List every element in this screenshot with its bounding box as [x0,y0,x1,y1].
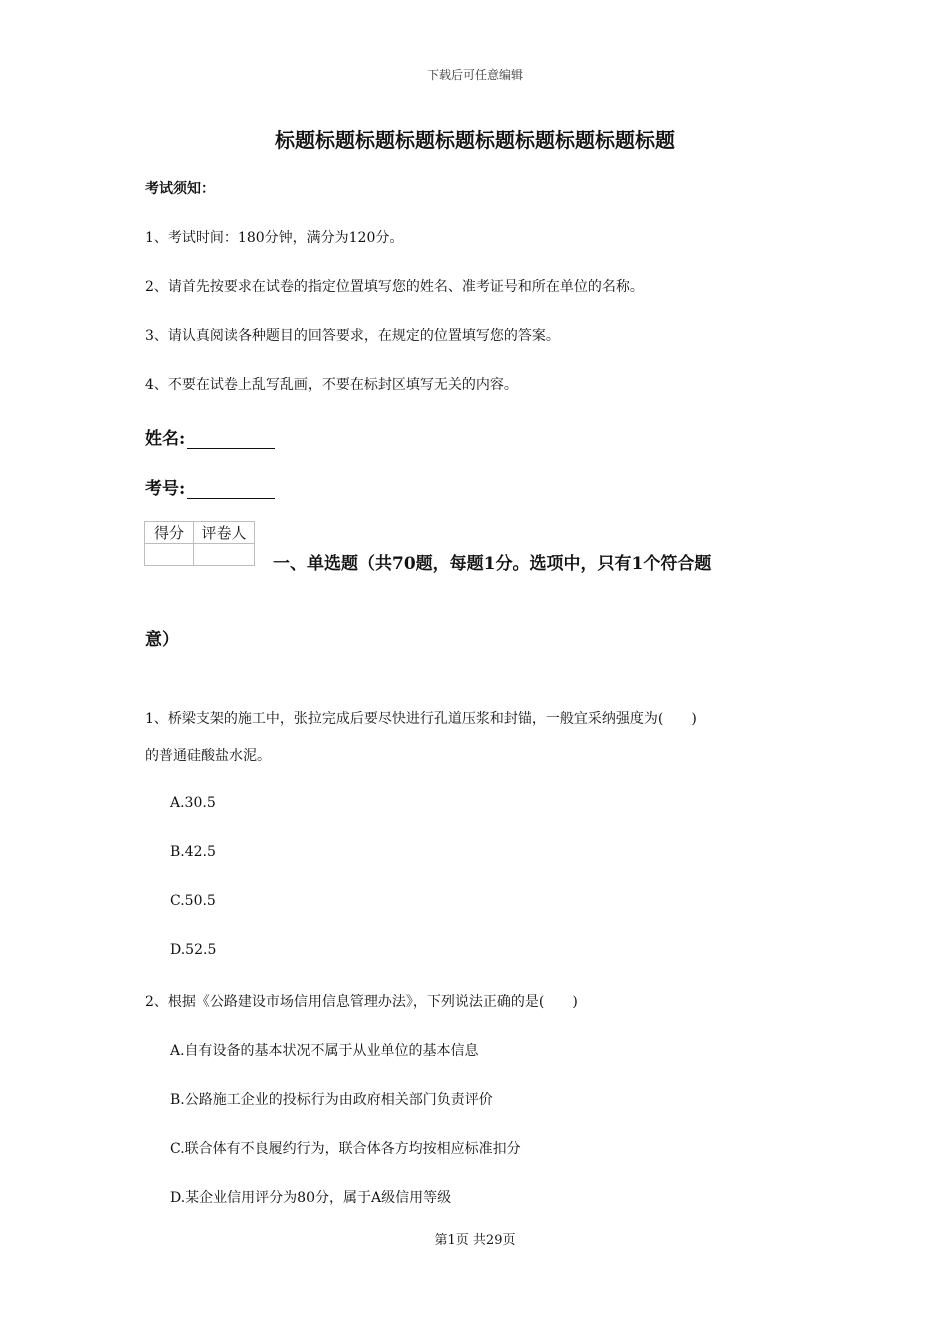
option-c: C.50.5 [170,893,216,909]
document-title: 标题标题标题标题标题标题标题标题标题标题 [275,128,675,152]
option-c: C.联合体有不良履约行为，联合体各方均按相应标准扣分 [170,1141,521,1157]
exam-number-field [145,474,275,499]
score-table [144,521,255,566]
question-stem: 2、根据《公路建设市场信用信息管理办法》，下列说法正确的是( ) [145,994,578,1010]
option-b: B.公路施工企业的投标行为由政府相关部门负责评价 [170,1092,493,1108]
question-stem: 1、桥梁支架的施工中，张拉完成后要尽快进行孔道压浆和封锚，一般宜采纳强度为( ) [145,711,697,727]
section-title: 一、单选题（共70题，每题1分。选项中，只有1个符合题 [273,554,712,574]
question-stem-continued: 的普通硅酸盐水泥。 [145,748,271,764]
notice-item: 2、请首先按要求在试卷的指定位置填写您的姓名、准考证号和所在单位的名称。 [145,279,644,295]
name-field [145,424,275,449]
notice-item: 4、不要在试卷上乱写乱画，不要在标封区填写无关的内容。 [145,377,518,393]
score-cell[interactable] [145,544,194,566]
name-blank[interactable] [187,430,275,449]
option-b: B.42.5 [170,844,216,860]
page-footer: 第1页 共29页 [434,1233,516,1248]
grader-header: 评卷人 [194,522,255,544]
name-label: 姓名: [145,429,186,449]
score-header: 得分 [145,522,194,544]
option-d: D.某企业信用评分为80分，属于A级信用等级 [170,1190,452,1206]
notice-heading: 考试须知： [145,181,215,197]
notice-item: 1、考试时间：180分钟，满分为120分。 [145,230,404,246]
notice-item: 3、请认真阅读各种题目的回答要求，在规定的位置填写您的答案。 [145,328,560,344]
page-header: 下载后可任意编辑 [426,68,523,82]
grader-cell[interactable] [194,544,255,566]
option-a: A.自有设备的基本状况不属于从业单位的基本信息 [170,1043,479,1059]
exam-number-blank[interactable] [187,480,275,499]
section-title-continued: 意） [145,630,179,650]
exam-number-label: 考号: [145,479,186,499]
option-d: D.52.5 [170,942,217,958]
option-a: A.30.5 [170,795,216,811]
